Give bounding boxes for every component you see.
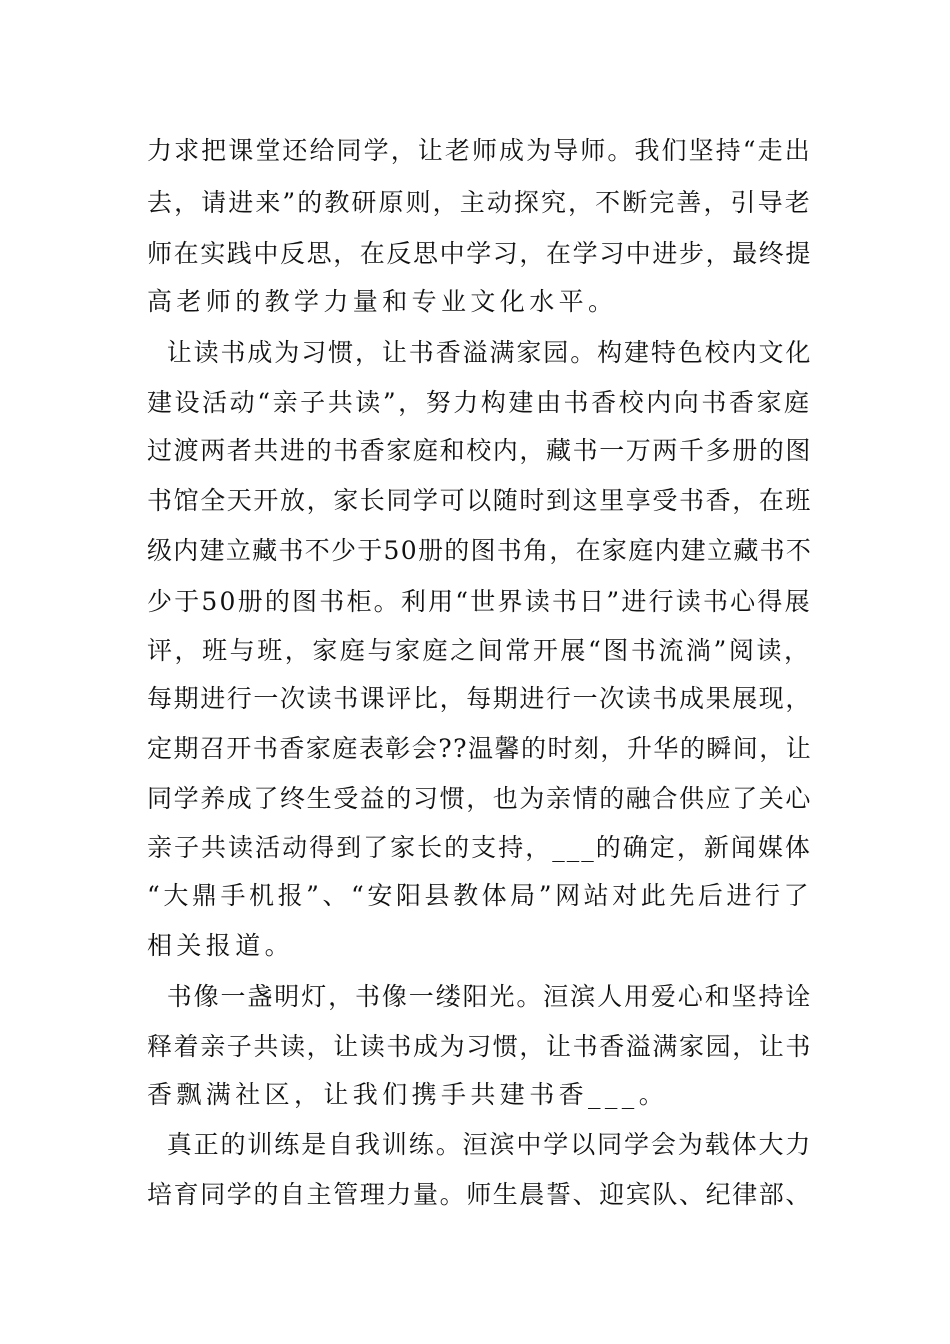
text-line-4: 高老师的教学力量和专业文化水平。 xyxy=(147,287,618,316)
text-line-17: 相关报道。 xyxy=(147,931,295,960)
text-line-3: 师在实践中反思，在反思中学习，在学习中进步，最终提 xyxy=(147,239,813,268)
text-line-7: 过渡两者共进的书香家庭和校内，藏书一万两千多册的图 xyxy=(147,436,813,465)
text-line-8: 书馆全天开放，家长同学可以随时到这里享受书香，在班 xyxy=(147,486,813,515)
text-line-1: 力求把课堂还给同学，让老师成为导师。我们坚持“走出 xyxy=(147,136,812,165)
text-line-5: 让读书成为习惯，让书香溢满家园。构建特色校内文化 xyxy=(147,338,813,367)
text-line-10: 少于50册的图书柜。利用“世界读书日”进行读书心得展 xyxy=(147,587,812,616)
text-line-12: 每期进行一次读书课评比，每期进行一次读书成果展现， xyxy=(147,684,813,713)
text-line-20: 香飘满社区，让我们携手共建书香___。 xyxy=(147,1080,669,1109)
text-line-22: 培育同学的自主管理力量。师生晨誓、迎宾队、纪律部、 xyxy=(147,1180,813,1209)
text-line-6: 建设活动“亲子共读”，努力构建由书香校内向书香家庭 xyxy=(147,388,812,417)
text-line-14: 同学养成了终生受益的习惯，也为亲情的融合供应了关心 xyxy=(147,784,813,813)
text-line-9: 级内建立藏书不少于50册的图书角，在家庭内建立藏书不 xyxy=(147,536,813,565)
text-line-21: 真正的训练是自我训练。洹滨中学以同学会为载体大力 xyxy=(147,1130,813,1159)
text-line-19: 释着亲子共读，让读书成为习惯，让书香溢满家园，让书 xyxy=(147,1032,813,1061)
text-line-16: “大鼎手机报”、“安阳县教体局”网站对此先后进行了 xyxy=(147,881,813,910)
text-line-18: 书像一盏明灯，书像一缕阳光。洹滨人用爱心和坚持诠 xyxy=(147,982,813,1011)
text-line-2: 去，请进来”的教研原则，主动探究，不断完善，引导老 xyxy=(147,188,812,217)
text-line-15: 亲子共读活动得到了家长的支持，___的确定，新闻媒体 xyxy=(147,833,812,862)
text-line-13: 定期召开书香家庭表彰会??温馨的时刻，升华的瞬间，让 xyxy=(147,734,813,763)
text-line-11: 评，班与班，家庭与家庭之间常开展“图书流淌”阅读， xyxy=(147,636,812,665)
